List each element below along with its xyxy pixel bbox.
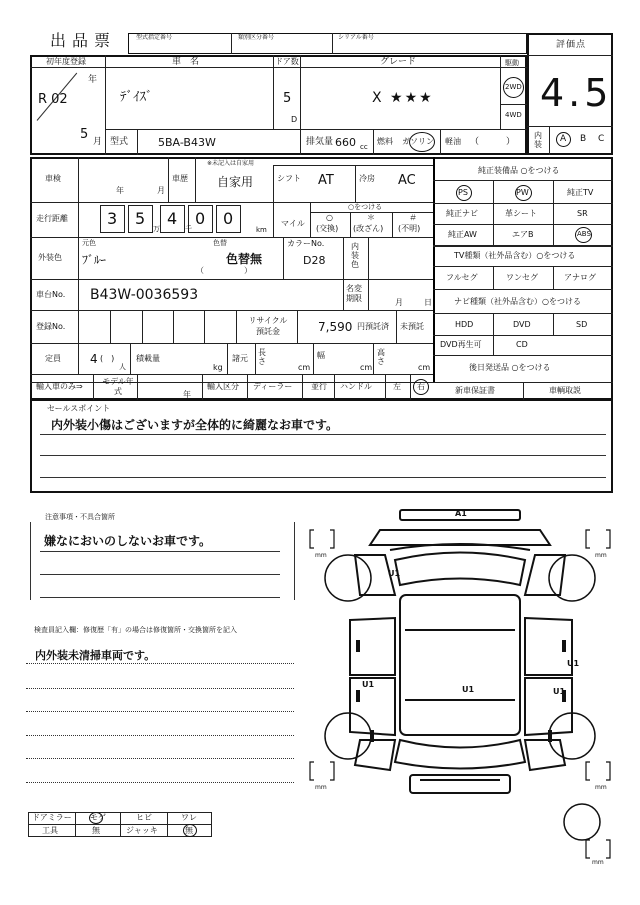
mile-label: マイル: [281, 219, 305, 228]
doors-label: ドア数: [275, 57, 299, 66]
acc-jack-value: 無: [185, 826, 193, 835]
registration-label: 登録No.: [36, 322, 66, 331]
car-name: ﾃﾞｲｽﾞ: [120, 90, 153, 105]
mileage-man: 万: [153, 225, 160, 233]
mileage-digit-3: 4: [167, 209, 178, 228]
type-no-label: 型式指定番号: [136, 34, 173, 41]
grade-label: 評価点: [556, 40, 587, 50]
acc-tools-label: 工具: [42, 826, 58, 835]
later-header: 後日発送品 ○をつける: [469, 363, 551, 372]
import-dealer: ディーラー: [253, 382, 293, 391]
handle-label: ハンドル: [340, 382, 372, 391]
recycle-amount: 7,590: [318, 320, 353, 334]
model-year-unit: 年: [183, 390, 191, 399]
model-label: 型式: [110, 137, 129, 147]
acc-moge: モゲ: [90, 813, 106, 822]
mileage-digit-5: 0: [223, 209, 234, 228]
shaken-month: 月: [157, 186, 165, 195]
odo-unknown-mark: ＃: [409, 213, 417, 222]
capacity-label: 定員: [45, 354, 61, 363]
ac-label: 冷房: [359, 174, 375, 183]
equip-pw: PW: [516, 188, 529, 197]
mileage-digit-2: 5: [135, 209, 146, 228]
name-change-day: 日: [424, 298, 432, 307]
navi-cd: CD: [516, 340, 528, 349]
mark-u1-right-rear: U1: [553, 687, 566, 696]
color-no-label: カラーNo.: [287, 239, 325, 248]
equip-ps: PS: [458, 188, 468, 197]
chassis-label: 車台No.: [36, 290, 66, 299]
import-parallel: 並行: [311, 382, 327, 391]
chassis-value: B43W-0036593: [90, 287, 199, 303]
mark-u1-right: U1: [567, 659, 580, 668]
history-note: ※未記入は自家用: [207, 160, 255, 167]
mileage-digit-4: 0: [195, 209, 206, 228]
dims-length-cm: cm: [298, 363, 311, 372]
ac-value: AC: [398, 173, 416, 188]
later-warranty: 新車保証書: [455, 386, 495, 395]
shaken-label: 車検: [45, 174, 61, 183]
import-class-label: 輸入区分: [207, 382, 239, 391]
equipment-header: 純正装備品 ○をつける: [478, 166, 560, 175]
drive-2wd: 2WD: [505, 83, 522, 91]
recycle-label: リサイクル預託金: [248, 316, 288, 336]
repaint-paren: （ ）: [196, 266, 252, 275]
mm-2: mm: [595, 552, 607, 559]
model-year-label: モデル年式: [102, 377, 134, 396]
color-label: 外装色: [38, 253, 62, 262]
mileage-label: 走行距離: [36, 214, 68, 223]
interior-grade-a: A: [560, 134, 567, 144]
grade-col-label: グレード: [380, 57, 417, 67]
dims-width-cm: cm: [360, 363, 373, 372]
name-change-month: 月: [395, 298, 403, 307]
color-no-value: D28: [303, 254, 326, 267]
shift-value: AT: [318, 173, 334, 188]
dims-label: 諸元: [232, 354, 248, 363]
import-only-label: 輸入車のみ⇒: [36, 382, 83, 391]
inspector-text: 内外装未清掃車両です。: [35, 649, 156, 662]
first-reg-month-mark: 月: [93, 137, 103, 147]
mark-u1-left: U1: [362, 680, 375, 689]
repaint-value: 色替無: [226, 252, 263, 266]
original-color-label: 元色: [82, 239, 96, 247]
equip-navi: 純正ナビ: [446, 209, 478, 218]
mileage-sen: 千: [185, 225, 192, 233]
repaint-label: 色替: [213, 239, 227, 247]
notes-label: 注意事項・不具合箇所: [45, 513, 115, 521]
first-reg-label: 初年度登録: [46, 57, 86, 66]
odo-exchange-label: (交換): [316, 224, 339, 233]
drive-4wd: 4WD: [505, 111, 522, 119]
interior-color-label: 内装色: [351, 242, 359, 269]
displacement-label: 排気量: [306, 137, 334, 147]
dims-width: 幅: [317, 351, 325, 360]
equip-sr: SR: [577, 209, 588, 218]
original-color: ﾌﾞﾙｰ: [82, 253, 107, 267]
fuel-value: ガソリン: [402, 137, 434, 146]
acc-hibi: ヒビ: [136, 813, 152, 822]
acc-ware: ワレ: [181, 813, 197, 822]
tv-fullseg: フルセグ: [446, 273, 478, 282]
recycle-pending: 未預託: [400, 322, 424, 331]
inspector-label: 検査員記入欄：修復歴「有」の場合は修復箇所・交換箇所を記入: [34, 626, 237, 634]
navi-hdd: HDD: [455, 320, 474, 329]
navi-dvd: DVD: [513, 320, 531, 329]
light-oil: 軽油: [445, 137, 461, 146]
recycle-done: 円預託済: [357, 322, 389, 331]
sales-point-label: セールスポイント: [47, 404, 111, 413]
mm-3: mm: [315, 784, 327, 791]
capacity-paren: ( ): [100, 354, 115, 363]
capacity-value: 4: [90, 352, 98, 366]
shaken-year: 年: [116, 186, 124, 195]
first-reg-month: 5: [80, 127, 89, 142]
acc-jack-label: ジャッキ: [126, 826, 158, 835]
mm-4: mm: [595, 784, 607, 791]
acc-tools-value: 無: [92, 826, 100, 835]
mark-u1-front-left: U1: [388, 569, 401, 578]
tv-analog: アナログ: [564, 273, 596, 282]
mileage-km: km: [256, 226, 267, 234]
doors-value: 5: [283, 91, 292, 106]
model-value: 5BA-B43W: [158, 136, 216, 149]
dims-height-cm: cm: [418, 363, 431, 372]
name-change-label: 名変期限: [346, 284, 362, 303]
serial-label: シリアル番号: [338, 34, 374, 41]
cc-unit: cc: [360, 143, 368, 151]
sales-point-text: 内外装小傷はございますが全体的に綺麗なお車です。: [51, 418, 339, 432]
header-box: [128, 33, 527, 54]
grade-value: X ★★★: [372, 90, 434, 106]
history-value: 自家用: [217, 175, 254, 189]
class-no-label: 類別区分番号: [238, 34, 275, 41]
load-kg: kg: [213, 363, 223, 372]
mm-1: mm: [315, 552, 327, 559]
shift-label: シフト: [277, 174, 301, 183]
notes-text: 嫌なにおいのしないお車です。: [44, 534, 212, 548]
equip-aw: 純正AW: [448, 230, 477, 239]
tv-header: TV種類（社外品含む）○をつける: [454, 251, 576, 260]
fuel-other-paren: （ ）: [470, 137, 516, 147]
tv-oneseg: ワンセグ: [506, 273, 538, 282]
odo-modified-mark: ＊: [367, 213, 375, 222]
mileage-digit-1: 3: [107, 209, 118, 228]
navi-header: ナビ種類（社外品含む）○をつける: [454, 297, 581, 306]
equip-leather: 革シート: [505, 209, 537, 218]
navi-sd: SD: [576, 320, 588, 329]
mm-5: mm: [592, 859, 604, 866]
score-value: 4.5: [540, 71, 613, 115]
equip-abs: ABS: [577, 230, 591, 238]
handle-left: 左: [393, 382, 401, 391]
displacement-value: 660: [335, 136, 356, 149]
mark-u1-roof: U1: [462, 685, 475, 694]
sales-point-box: [30, 400, 613, 493]
mark-a1: A1: [455, 509, 467, 518]
page-title: 出品票: [50, 31, 117, 50]
drive-label: 駆動: [505, 59, 519, 67]
dims-length: 長さ: [258, 348, 266, 366]
car-name-label: 車 名: [172, 57, 200, 67]
doors-sub: D: [291, 115, 298, 124]
interior-label: 内装: [534, 131, 542, 149]
odometer-mark-header: ○をつける: [348, 203, 383, 211]
odo-modified-label: (改ざん): [353, 224, 384, 233]
odo-exchange-mark: ○: [326, 213, 333, 222]
interior-grade-b: B: [580, 134, 587, 144]
interior-grade-c: C: [598, 134, 605, 144]
later-manual: 車輌取説: [549, 386, 581, 395]
equip-tv: 純正TV: [567, 188, 594, 197]
acc-mirror-label: ドアミラー: [32, 813, 72, 822]
dims-height: 高さ: [377, 348, 385, 366]
first-reg-year-mark: 年: [88, 75, 98, 85]
equip-airbag: エアB: [512, 230, 534, 239]
odo-unknown-label: (不明): [398, 224, 421, 233]
first-reg-era-year: R 02: [38, 92, 68, 107]
load-label: 積載量: [136, 354, 160, 363]
history-label: 車歴: [172, 174, 188, 183]
handle-right: 右: [417, 382, 425, 391]
fuel-label: 燃料: [377, 137, 393, 146]
capacity-unit: 人: [119, 363, 126, 371]
navi-dvd-play: DVD再生可: [440, 340, 482, 349]
